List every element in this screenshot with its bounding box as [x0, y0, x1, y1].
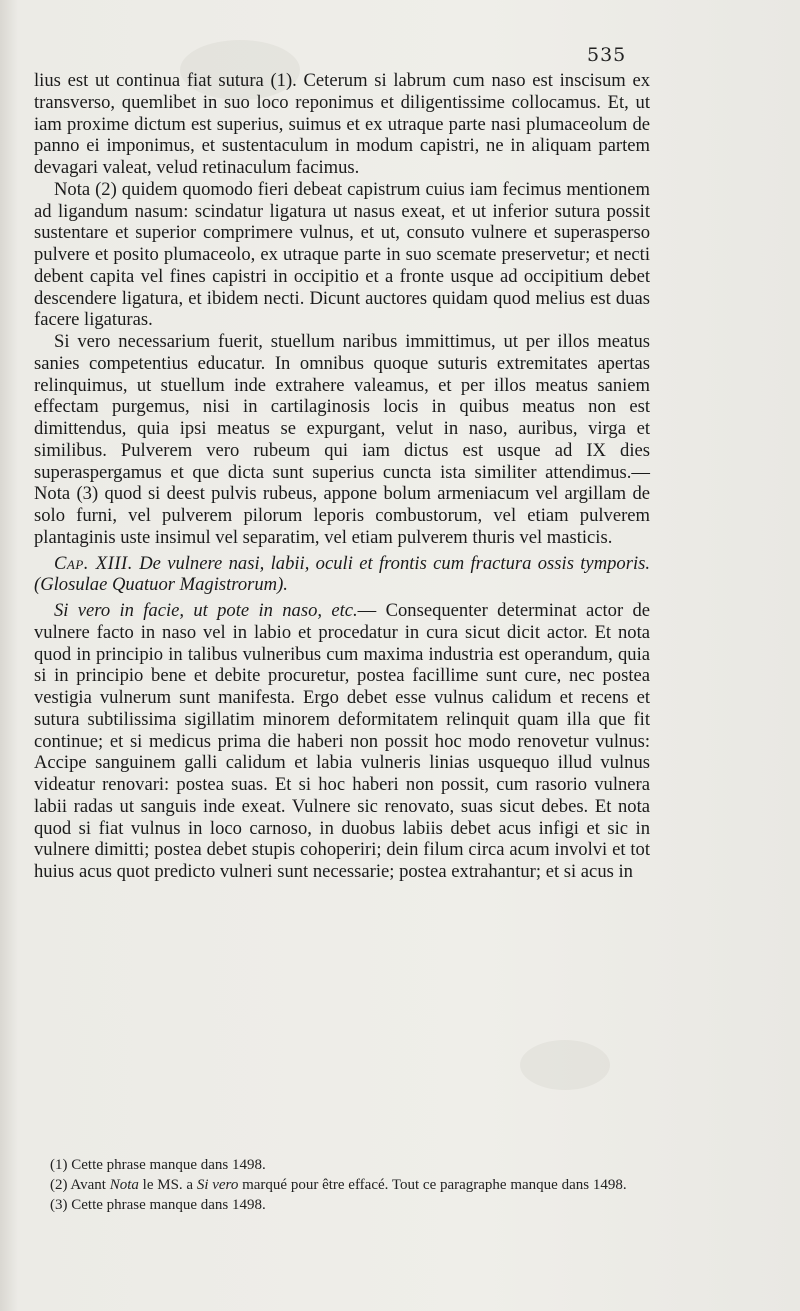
- paragraph: lius est ut continua fiat sutura (1). Ceterum si labrum cum naso est inscisum ex transverso, quemlibet in suo loco reponimus et diligentissime collocamus. Et, ut iam proxime dictum est superius, suimus et ex utraque parte nasi plumaceolum de panno ei imponimus, et sustentaculum in modum capistri, ne in aliquam partem devagari valeat, velud retinaculum facimus.: [34, 70, 650, 178]
- footnotes: [50, 1155, 650, 1215]
- chapter-heading: [34, 553, 650, 597]
- footnote-text: marqué pour être effacé. Tout ce paragraphe manque dans 1498.: [238, 1177, 627, 1193]
- footnote-text: le MS. a: [138, 1177, 197, 1193]
- footnote-italic: Nota: [109, 1177, 139, 1193]
- lemma-quote: Si vero in facie, ut pote in naso, etc.: [54, 600, 358, 621]
- paragraph-text: — Consequenter determinat actor de vulnere facto in naso vel in labio et procedatur in cura sicut dicit actor. Et nota quod in principio in talibus vulneribus cum maxima industria est operandum, quia si in principio bene et debite procuretur, postea facillime sunt cure, nec postea vestigia vulnerum sunt manifesta. Ergo debet esse vulnus calidum et recens et sutura subtilissima sigillatim minorem deformitatem relinquit quam illa que fit continue; et si medicus prima die haberi non possit hoc modo renovetur vulnus: Accipe sanguinem galli calidum et labia vulneris linias usquequo illud vulnus videatur renovari: postea suas. Et si hoc haberi non possit, cum rasorio vulnera labii radas ut sanguis inde exeat. Vulnere sic renovato, suas sicut debes. Et nota quod si fiat vulnus in loco carnoso, in duobus labiis debet acus infigi et sic in vulnere dimitti; postea debet stupis cohoperiri; dein filum circa acum involvi et tot huius acus quot predicto vulneri sunt necessarie; postea extrahantur; et si acus in: [34, 600, 651, 882]
- chapter-number: Cap. XIII.: [54, 552, 133, 574]
- footnote-text: (2) Avant: [50, 1177, 110, 1193]
- paragraph: Si vero necessarium fuerit, stuellum naribus immittimus, ut per illos meatus sanies competentius educatur. In omnibus quoque suturis extremitates apertas relinquimus, ut stuellum inde extrahere valeamus, et per illos meatus saniem effectam purgemus, nisi in cartilaginosis locis in quibus meatus non est dimittendus, quia ipsi meatus se expurgant, velut in naso, auribus, virga et similibus. Pulverem vero rubeum qui iam dictus est usque ad IX dies superaspergamus et que dicta sunt superius cuncta ista similiter attendimus.— Nota (3) quod si deest pulvis rubeus, appone bolum armeniacum vel argillam de solo furni, vel pulverem pilorum leporis combustorum, vel etiam pulverem plantaginis uste insimul vel separatim, vel etiam pulverem thuris vel masticis.: [34, 331, 650, 548]
- footnote-3: (3) Cette phrase manque dans 1498.: [50, 1197, 266, 1213]
- chapter-title: De vulnere nasi, labii, oculi et frontis cum fractura ossis tymporis. (Glosulae Quatuor Magistrorum).: [34, 552, 650, 596]
- paragraph: [34, 600, 650, 883]
- paper-stain: [520, 1040, 610, 1090]
- paragraph: Nota (2) quidem quomodo fieri debeat capistrum cuius iam fecimus mentionem ad ligandum nasum: scindatur ligatura ut nasus exeat, et ut inferior sutura possit sustentare et superior comprimere vulnus, et ut, consuto vulnere et superasperso pulvere et posito plumaceolo, ex utraque parte in suo scemate preservetur; et necti debent capita vel fines capistri in occipitio et a fronte usque ad occipitium debet descendere ligatura, et ibidem necti. Dicunt auctores quidam quod melius est duas facere ligaturas.: [34, 178, 650, 331]
- footnote-1: (1) Cette phrase manque dans 1498.: [50, 1157, 266, 1173]
- main-text: [34, 70, 650, 883]
- footnote-italic: Si vero: [196, 1177, 239, 1193]
- footnote-2: [50, 1175, 650, 1195]
- page-number: 535: [587, 44, 627, 66]
